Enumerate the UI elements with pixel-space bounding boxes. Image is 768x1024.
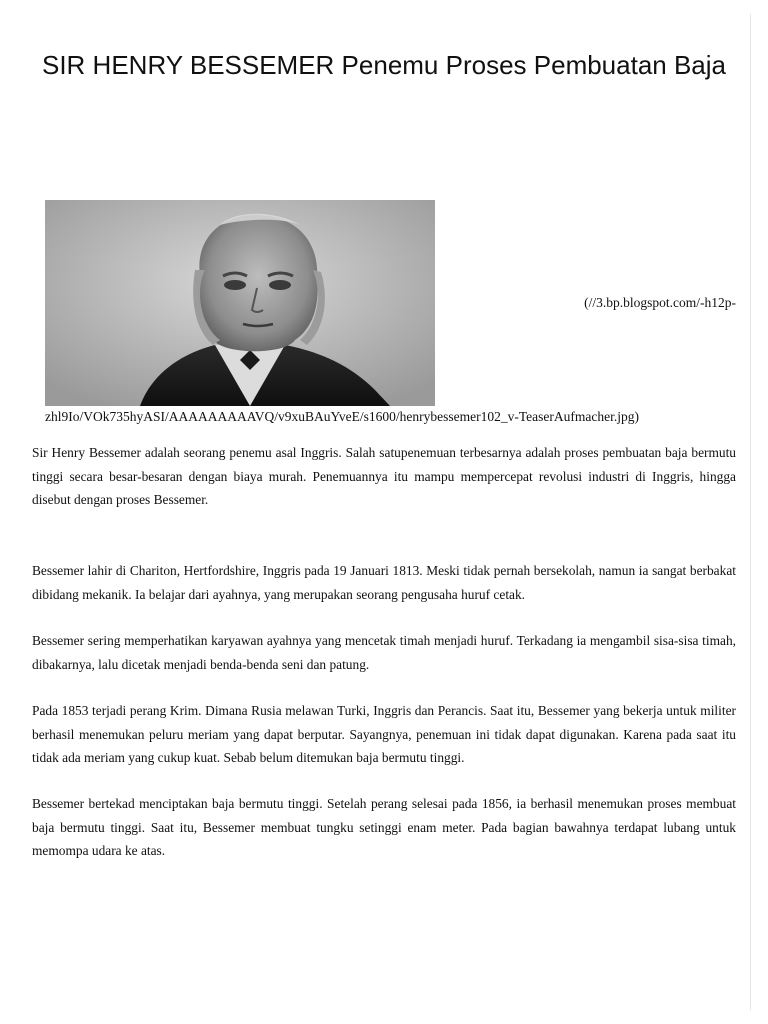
paragraph-birth: Bessemer lahir di Chariton, Hertfordshire, Inggris pada 19 Januari 1813. Meski tidak pernah bersekolah, namun ia sangat berbakat dibidang mekanik. Ia belajar dari ayahnya, yang merupakan seorang pengusaha huruf cetak. [32,563,736,602]
paragraph-childhood: Bessemer sering memperhatikan karyawan ayahnya yang mencetak timah menjadi huruf. Terkadang ia mengambil sisa-sisa timah, dibakarnya, lalu dicetak menjadi benda-benda seni dan patung. [32,633,736,672]
paragraph-crimean-war: Pada 1853 terjadi perang Krim. Dimana Rusia melawan Turki, Inggris dan Perancis. Saat itu, Bessemer yang bekerja untuk militer berhasil menemukan peluru meriam yang dapat berputar. Sayangnya, penemuan ini tidak dapat digunakan. Karena pada saat itu tidak ada meriam yang cukup kuat. Sebab belum ditemukan baja bermutu tinggi. [32,703,736,765]
paragraph-steel-process: Bessemer bertekad menciptakan baja bermutu tinggi. Setelah perang selesai pada 1856, ia berhasil menemukan proses membuat baja bermutu tinggi. Saat itu, Bessemer membuat tungku setinggi enam meter. Pada bagian bawahnya terdapat lubang untuk memompa udara ke atas. [32,796,736,858]
page-edge-divider [750,14,751,1010]
page-title: SIR HENRY BESSEMER Penemu Proses Pembuatan Baja [41,50,727,80]
image-caption-url-part1[interactable]: (//3.bp.blogspot.com/-h12p- [584,295,736,310]
image-caption-url-part2[interactable]: zhl9Io/VOk735hyASI/AAAAAAAAAVQ/v9xuBAuYveE/s1600/henrybessemer102_v-TeaserAufmacher.jpg) [45,409,639,424]
portrait-photo [45,200,435,406]
paragraph-intro: Sir Henry Bessemer adalah seorang penemu asal Inggris. Salah satupenemuan terbesarnya adalah proses pembuatan baja bermutu tinggi secara besar-besaran dengan biaya murah. Penemuannya itu mampu mempercepat revolusi industri di Inggris, hingga disebut dengan proses Bessemer. [32,445,736,507]
